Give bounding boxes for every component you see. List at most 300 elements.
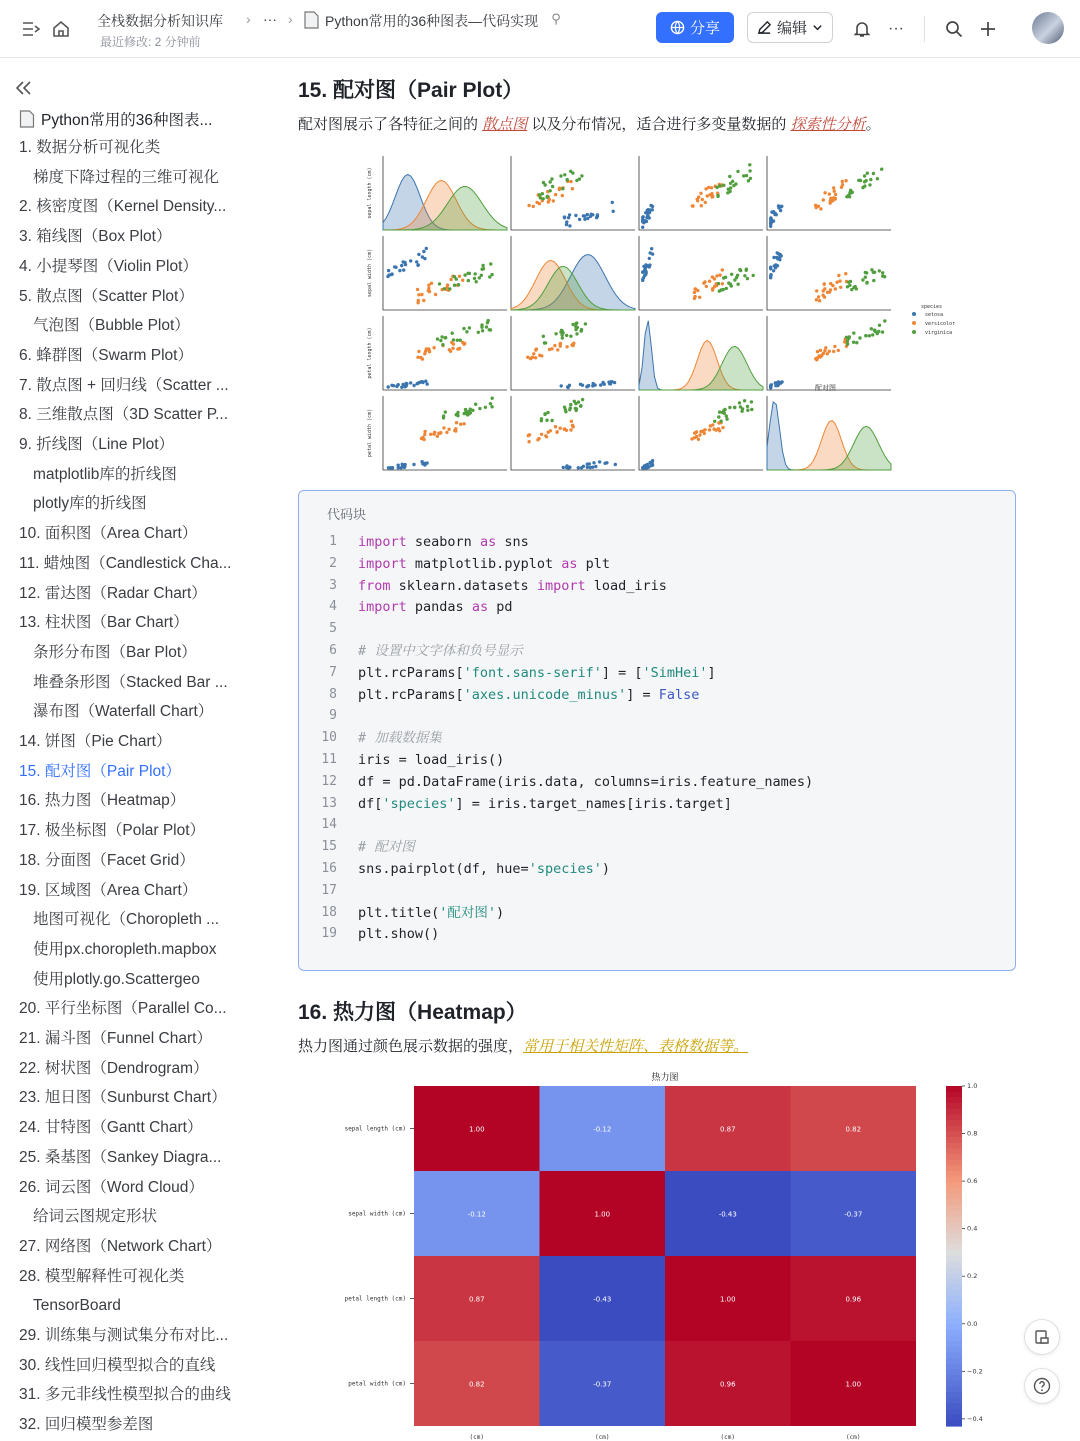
scatter-point	[693, 295, 696, 298]
scatter-point	[534, 356, 537, 359]
scatter-point	[529, 357, 532, 360]
scatter-point	[420, 293, 423, 296]
sidebar-item[interactable]: 5. 散点图（Scatter Plot）	[19, 287, 194, 305]
sidebar-item[interactable]: 27. 网络图（Network Chart）	[19, 1237, 222, 1255]
scatter-point	[563, 215, 566, 218]
colorbar-segment	[946, 1126, 962, 1132]
scatter-point	[848, 195, 851, 198]
scatter-point	[461, 341, 464, 344]
scatter-point	[869, 178, 872, 181]
home-icon[interactable]	[50, 18, 72, 40]
code-text	[358, 662, 716, 684]
scatter-point	[452, 338, 455, 341]
heatmap-title: 热力图	[651, 1073, 679, 1083]
scatter-point	[641, 466, 644, 469]
scatter-point	[466, 272, 469, 275]
scatter-point	[553, 344, 556, 347]
scatter-point	[484, 406, 487, 409]
scatter-point	[775, 213, 778, 216]
line-number: 4	[329, 599, 337, 615]
scatter-point	[571, 187, 574, 190]
scatter-point	[741, 407, 744, 410]
sidebar-doc-label: Python常用的36种图表...	[41, 112, 213, 129]
sidebar-item[interactable]: 4. 小提琴图（Violin Plot）	[19, 257, 198, 275]
sidebar-item[interactable]: 20. 平行坐标图（Parallel Co...	[19, 1000, 227, 1018]
scatter-point	[873, 329, 876, 332]
heatmap-cell-label: -0.12	[467, 1210, 486, 1219]
scatter-point	[480, 326, 483, 329]
divider	[924, 16, 925, 42]
sidebar-item[interactable]: 条形分布图（Bar Plot）	[33, 643, 197, 661]
colorbar-segment	[946, 1369, 962, 1375]
scatter-point	[428, 290, 431, 293]
scatter-point	[844, 179, 847, 182]
scatter-point	[391, 466, 394, 469]
last-modified: 最近修改: 2 分钟前	[100, 35, 201, 49]
code-token: as	[471, 599, 489, 616]
colorbar-segment	[946, 1154, 962, 1160]
colorbar-segment	[946, 1262, 962, 1268]
line-number: 19	[321, 926, 337, 942]
sidebar-item[interactable]: 地图可视化（Choropleth ...	[33, 911, 220, 929]
scatter-point	[397, 464, 400, 467]
scatter-point	[579, 405, 582, 408]
scatter-point	[575, 332, 578, 335]
scatter-point	[387, 385, 390, 388]
breadcrumb-separator: ›	[288, 11, 293, 27]
scatter-point	[859, 179, 862, 182]
scatter-point	[550, 177, 553, 180]
sidebar-item[interactable]: 24. 甘特图（Gantt Chart）	[19, 1119, 203, 1137]
sidebar-item[interactable]: 26. 词云图（Word Cloud）	[19, 1178, 204, 1196]
scatter-point	[547, 200, 550, 203]
scatter-point	[466, 413, 469, 416]
scatter-point	[478, 407, 481, 410]
scatter-point	[448, 287, 451, 290]
legend-title: species	[921, 304, 943, 310]
sidebar-item[interactable]: 17. 极坐标图（Polar Plot）	[19, 822, 206, 840]
scatter-point	[568, 224, 571, 227]
scatter-point	[643, 269, 646, 272]
scatter-point	[779, 209, 782, 212]
sidebar-item[interactable]: 梯度下降过程的三维可视化	[33, 168, 220, 186]
scatter-point	[709, 193, 712, 196]
scatter-point	[846, 285, 849, 288]
avatar[interactable]	[1032, 12, 1064, 44]
scatter-point	[422, 250, 425, 253]
colorbar-segment	[946, 1097, 962, 1103]
colorbar-segment	[946, 1233, 962, 1239]
scatter-point	[646, 211, 649, 214]
scatter-point	[772, 269, 775, 272]
scatter-point	[834, 193, 837, 196]
comment-button[interactable]	[1024, 1319, 1060, 1355]
scatter-point	[462, 422, 465, 425]
sidebar-doc-root[interactable]	[19, 108, 212, 130]
scatter-point	[456, 347, 459, 350]
scatter-point	[423, 430, 426, 433]
sidebar-item[interactable]: 8. 三维散点图（3D Scatter P...	[19, 406, 229, 424]
colorbar-segment	[946, 1415, 962, 1421]
scatter-point	[850, 288, 853, 291]
section-description	[298, 113, 881, 134]
scatter-point	[725, 417, 728, 420]
sidebar-item[interactable]: 2. 核密度图（Kernel Density...	[19, 198, 227, 216]
sidebar-item[interactable]: 18. 分面图（Facet Grid）	[19, 851, 195, 869]
scatter-point	[870, 268, 873, 271]
collapse-sidebar-icon[interactable]	[15, 80, 33, 101]
pin-icon[interactable]: ⚲	[551, 11, 561, 26]
code-token: False	[658, 686, 700, 703]
scatter-point	[462, 327, 465, 330]
colorbar-segment	[946, 1307, 962, 1313]
breadcrumb-root[interactable]: 全栈数据分析知识库	[97, 13, 223, 29]
scatter-point	[730, 273, 733, 276]
code-token: sns.pairplot(df, hue=	[358, 861, 529, 877]
line-number: 5	[329, 621, 337, 637]
scatter-link[interactable]: 散点图	[482, 116, 528, 133]
scatter-point	[560, 384, 563, 387]
code-token: '配对图'	[439, 904, 497, 921]
scatter-point	[731, 180, 734, 183]
code-token: matplotlib.pyplot	[406, 555, 562, 572]
line-number: 10	[321, 730, 337, 746]
colorbar-segment	[946, 1284, 962, 1290]
help-button[interactable]	[1024, 1368, 1060, 1404]
code-line	[299, 858, 1015, 880]
sidebar-item[interactable]: 使用plotly.go.Scattergeo	[33, 970, 200, 988]
scatter-point	[752, 274, 755, 277]
colorbar-segment	[946, 1222, 962, 1228]
scatter-point	[745, 269, 748, 272]
colorbar-segment	[946, 1250, 962, 1256]
code-line	[299, 749, 1015, 771]
sidebar-item[interactable]: 23. 旭日图（Sunburst Chart）	[19, 1089, 227, 1107]
chevron-down-icon	[812, 22, 823, 33]
scatter-point	[398, 269, 401, 272]
scatter-point	[569, 403, 572, 406]
scatter-point	[438, 282, 441, 285]
scatter-point	[421, 462, 424, 465]
scatter-point	[400, 264, 403, 267]
scatter-point	[545, 196, 548, 199]
sidebar-item[interactable]: 堆叠条形图（Stacked Bar ...	[33, 673, 228, 691]
sidebar-item[interactable]: 13. 柱状图（Bar Chart）	[19, 614, 189, 632]
legend-marker	[912, 330, 916, 334]
code-text	[358, 640, 523, 662]
scatter-point	[646, 214, 649, 217]
scatter-point	[818, 299, 821, 302]
scatter-point	[452, 342, 455, 345]
sidebar-item[interactable]: 29. 训练集与测试集分布对比...	[19, 1327, 229, 1344]
colorbar-segment	[946, 1403, 962, 1409]
colorbar-segment	[946, 1177, 962, 1183]
scatter-point	[746, 277, 749, 280]
scatter-point	[881, 271, 884, 274]
sidebar-item[interactable]: 给词云图规定形状	[33, 1208, 158, 1226]
scatter-point	[721, 268, 724, 271]
scatter-point	[481, 264, 484, 267]
scatter-point	[421, 357, 424, 360]
sidebar-item[interactable]: 12. 雷达图（Radar Chart）	[19, 584, 207, 602]
scatter-point	[490, 273, 493, 276]
scatter-point	[819, 207, 822, 210]
scatter-point	[581, 398, 584, 401]
colorbar-segment	[946, 1290, 962, 1296]
colorbar-segment	[946, 1131, 962, 1137]
scatter-point	[697, 438, 700, 441]
scatter-point	[399, 466, 402, 469]
scatter-point	[725, 287, 728, 290]
code-token: plt	[577, 555, 610, 572]
scatter-point	[826, 352, 829, 355]
scatter-point	[834, 287, 837, 290]
sidebar-item[interactable]: 15. 配对图（Pair Plot）	[19, 762, 181, 780]
scatter-point	[708, 428, 711, 431]
edit-label: 编辑	[776, 20, 807, 37]
scatter-point	[535, 201, 538, 204]
scatter-point	[864, 276, 867, 279]
scatter-point	[558, 187, 561, 190]
scatter-point	[456, 339, 459, 342]
scatter-point	[559, 330, 562, 333]
scatter-point	[469, 411, 472, 414]
scatter-point	[722, 184, 725, 187]
heatmap-cell-label: 0.96	[719, 1380, 736, 1389]
scatter-point	[554, 332, 557, 335]
scatter-point	[549, 180, 552, 183]
add-icon[interactable]	[976, 17, 1000, 41]
scatter-point	[490, 405, 493, 408]
colorbar-segment	[946, 1335, 962, 1341]
code-token: pandas	[406, 599, 472, 616]
scatter-point	[482, 267, 485, 270]
heatmap-cell-label: 1.00	[594, 1210, 611, 1219]
scatter-point	[841, 180, 844, 183]
scatter-point	[451, 347, 454, 350]
scatter-point	[648, 265, 651, 268]
scatter-point	[833, 190, 836, 193]
outline-toggle-icon[interactable]	[20, 18, 42, 40]
sidebar-item[interactable]: 1. 数据分析可视化类	[19, 139, 161, 156]
scatter-point	[746, 409, 749, 412]
sidebar-outline	[0, 60, 250, 1441]
scatter-point	[839, 286, 842, 289]
scatter-point	[491, 397, 494, 400]
sidebar-item[interactable]: 9. 折线图（Line Plot）	[19, 436, 175, 453]
sidebar-item[interactable]: matplotlib库的折线图	[33, 465, 177, 483]
bell-icon[interactable]	[851, 18, 873, 40]
heatmap-cell-label: 0.82	[845, 1125, 862, 1134]
scatter-point	[736, 274, 739, 277]
axis-frame	[511, 316, 635, 390]
sidebar-item[interactable]: 28. 模型解释性可视化类	[19, 1267, 185, 1285]
sidebar-item[interactable]: TensorBoard	[33, 1297, 121, 1315]
heatmap-cell-label: 1.00	[719, 1295, 736, 1304]
desc-text: 以及分布情况，适合进行多变量数据的	[531, 116, 787, 133]
scatter-point	[459, 423, 462, 426]
scatter-point	[473, 277, 476, 280]
scatter-point	[641, 279, 644, 282]
scatter-point	[584, 322, 587, 325]
scatter-point	[649, 251, 652, 254]
code-token: 'species'	[528, 861, 602, 877]
sidebar-item[interactable]: 气泡图（Bubble Plot）	[33, 317, 190, 335]
colorbar-segment	[946, 1347, 962, 1353]
heatmap-cell-label: 0.87	[719, 1125, 736, 1134]
sidebar-item[interactable]: 19. 区域图（Area Chart）	[19, 881, 198, 899]
sidebar-item[interactable]: 32. 回归模型参差图	[19, 1416, 154, 1434]
code-line	[299, 662, 1015, 684]
scatter-point	[546, 411, 549, 414]
scatter-point	[439, 339, 442, 342]
row-axis-label: sepal width (cm)	[367, 248, 373, 298]
sidebar-item[interactable]: plotly库的折线图	[33, 495, 147, 513]
colorbar-tick-label: −0.4	[967, 1414, 983, 1423]
scatter-point	[747, 179, 750, 182]
scatter-point	[578, 218, 581, 221]
scatter-point	[872, 279, 875, 282]
colorbar-segment	[946, 1318, 962, 1324]
code-block[interactable]	[298, 490, 1016, 971]
scatter-point	[650, 247, 653, 250]
scatter-point	[580, 328, 583, 331]
scatter-point	[878, 324, 881, 327]
scatter-point	[697, 195, 700, 198]
sidebar-item[interactable]: 21. 漏斗图（Funnel Chart）	[19, 1030, 212, 1047]
edit-button[interactable]	[747, 12, 833, 43]
axis-frame	[639, 236, 763, 310]
scatter-point	[527, 440, 530, 443]
colorbar-segment	[946, 1301, 962, 1307]
colorbar-segment	[946, 1086, 962, 1092]
share-button[interactable]	[656, 12, 734, 43]
scatter-point	[769, 267, 772, 270]
code-text	[358, 684, 699, 706]
scatter-point	[580, 466, 583, 469]
scatter-point	[870, 327, 873, 330]
scatter-point	[748, 163, 751, 166]
code-token: 'species'	[382, 795, 456, 812]
scatter-point	[713, 285, 716, 288]
scatter-point	[743, 399, 746, 402]
scatter-point	[774, 384, 777, 387]
scatter-point	[598, 460, 601, 463]
plot-title-overlay: 配对图	[815, 384, 836, 392]
scatter-point	[829, 282, 832, 285]
sidebar-item[interactable]: 31. 多元非线性模型拟合的曲线	[19, 1386, 231, 1404]
code-line	[299, 553, 1015, 575]
scatter-point	[865, 281, 868, 284]
colorbar-segment	[946, 1182, 962, 1188]
colorbar-segment	[946, 1109, 962, 1115]
sidebar-item[interactable]: 11. 蜡烛图（Candlestick Cha...	[19, 554, 232, 572]
sidebar-item[interactable]: 25. 桑基图（Sankey Diagra...	[19, 1148, 222, 1166]
sidebar-item[interactable]: 瀑布图（Waterfall Chart）	[33, 703, 214, 721]
heatmap-col-label: (cm)	[595, 1434, 610, 1441]
scatter-point	[456, 411, 459, 414]
scatter-point	[817, 295, 820, 298]
scatter-point	[816, 356, 819, 359]
scatter-point	[822, 198, 825, 201]
scatter-point	[585, 385, 588, 388]
scatter-point	[453, 284, 456, 287]
code-token: ] = iris.target_names[iris.target]	[455, 795, 732, 812]
scatter-point	[865, 271, 868, 274]
desc-text: 配对图展示了各特征之间的	[298, 116, 479, 133]
colorbar-segment	[946, 1194, 962, 1200]
colorbar-segment	[946, 1216, 962, 1222]
eda-link[interactable]: 探索性分析	[790, 116, 866, 133]
scatter-point	[442, 414, 445, 417]
scatter-point	[416, 288, 419, 291]
scatter-point	[416, 301, 419, 304]
scatter-point	[544, 183, 547, 186]
scatter-point	[778, 256, 781, 259]
section-heading-heatmap: 16. 热力图（Heatmap）	[298, 1001, 527, 1024]
sidebar-item[interactable]: 6. 蜂群图（Swarm Plot）	[19, 346, 193, 364]
scatter-point	[568, 408, 571, 411]
scatter-point	[549, 189, 552, 192]
line-number: 12	[321, 773, 337, 789]
scatter-point	[852, 331, 855, 334]
scatter-point	[563, 173, 566, 176]
sidebar-item[interactable]: 使用px.choropleth.mapbox	[33, 940, 217, 958]
sidebar-item[interactable]: 3. 箱线图（Box Plot）	[19, 228, 172, 246]
more-icon[interactable]: ···	[888, 20, 904, 37]
scatter-point	[696, 289, 699, 292]
scatter-point	[586, 217, 589, 220]
scatter-point	[727, 188, 730, 191]
scatter-point	[392, 384, 395, 387]
pair-plot-image	[365, 152, 965, 474]
sidebar-item[interactable]: 7. 散点图 + 回归线（Scatter ...	[19, 376, 229, 394]
scatter-point	[849, 189, 852, 192]
scatter-point	[417, 293, 420, 296]
heatmap-col-label: (cm)	[720, 1434, 735, 1441]
scatter-point	[402, 268, 405, 271]
search-icon[interactable]	[942, 17, 966, 41]
sidebar-item[interactable]: 22. 树状图（Dendrogram）	[19, 1059, 209, 1077]
scatter-point	[561, 194, 564, 197]
sidebar-item[interactable]: 16. 热力图（Heatmap）	[19, 792, 186, 810]
code-line	[299, 902, 1015, 924]
doc-icon	[302, 10, 320, 30]
scatter-point	[440, 335, 443, 338]
scatter-point	[477, 331, 480, 334]
highlight-text: 常用于相关性矩阵、表格数据等。	[523, 1038, 749, 1055]
code-block-title: 代码块	[327, 507, 367, 522]
colorbar-segment	[946, 1267, 962, 1273]
sidebar-item[interactable]: 10. 面积图（Area Chart）	[19, 525, 198, 543]
scatter-point	[402, 260, 405, 263]
scatter-point	[570, 420, 573, 423]
scatter-point	[576, 326, 579, 329]
scatter-point	[594, 465, 597, 468]
breadcrumb-more[interactable]: ···	[263, 11, 277, 27]
colorbar-segment	[946, 1114, 962, 1120]
scatter-point	[846, 342, 849, 345]
sidebar-item[interactable]: 30. 线性回归模型拟合的直线	[19, 1356, 216, 1374]
scatter-point	[445, 431, 448, 434]
colorbar-segment	[946, 1228, 962, 1234]
code-line	[299, 640, 1015, 662]
scatter-point	[715, 274, 718, 277]
colorbar-segment	[946, 1245, 962, 1251]
sidebar-item[interactable]: 14. 饼图（Pie Chart）	[19, 733, 172, 750]
scatter-point	[708, 280, 711, 283]
pencil-icon	[757, 20, 772, 35]
